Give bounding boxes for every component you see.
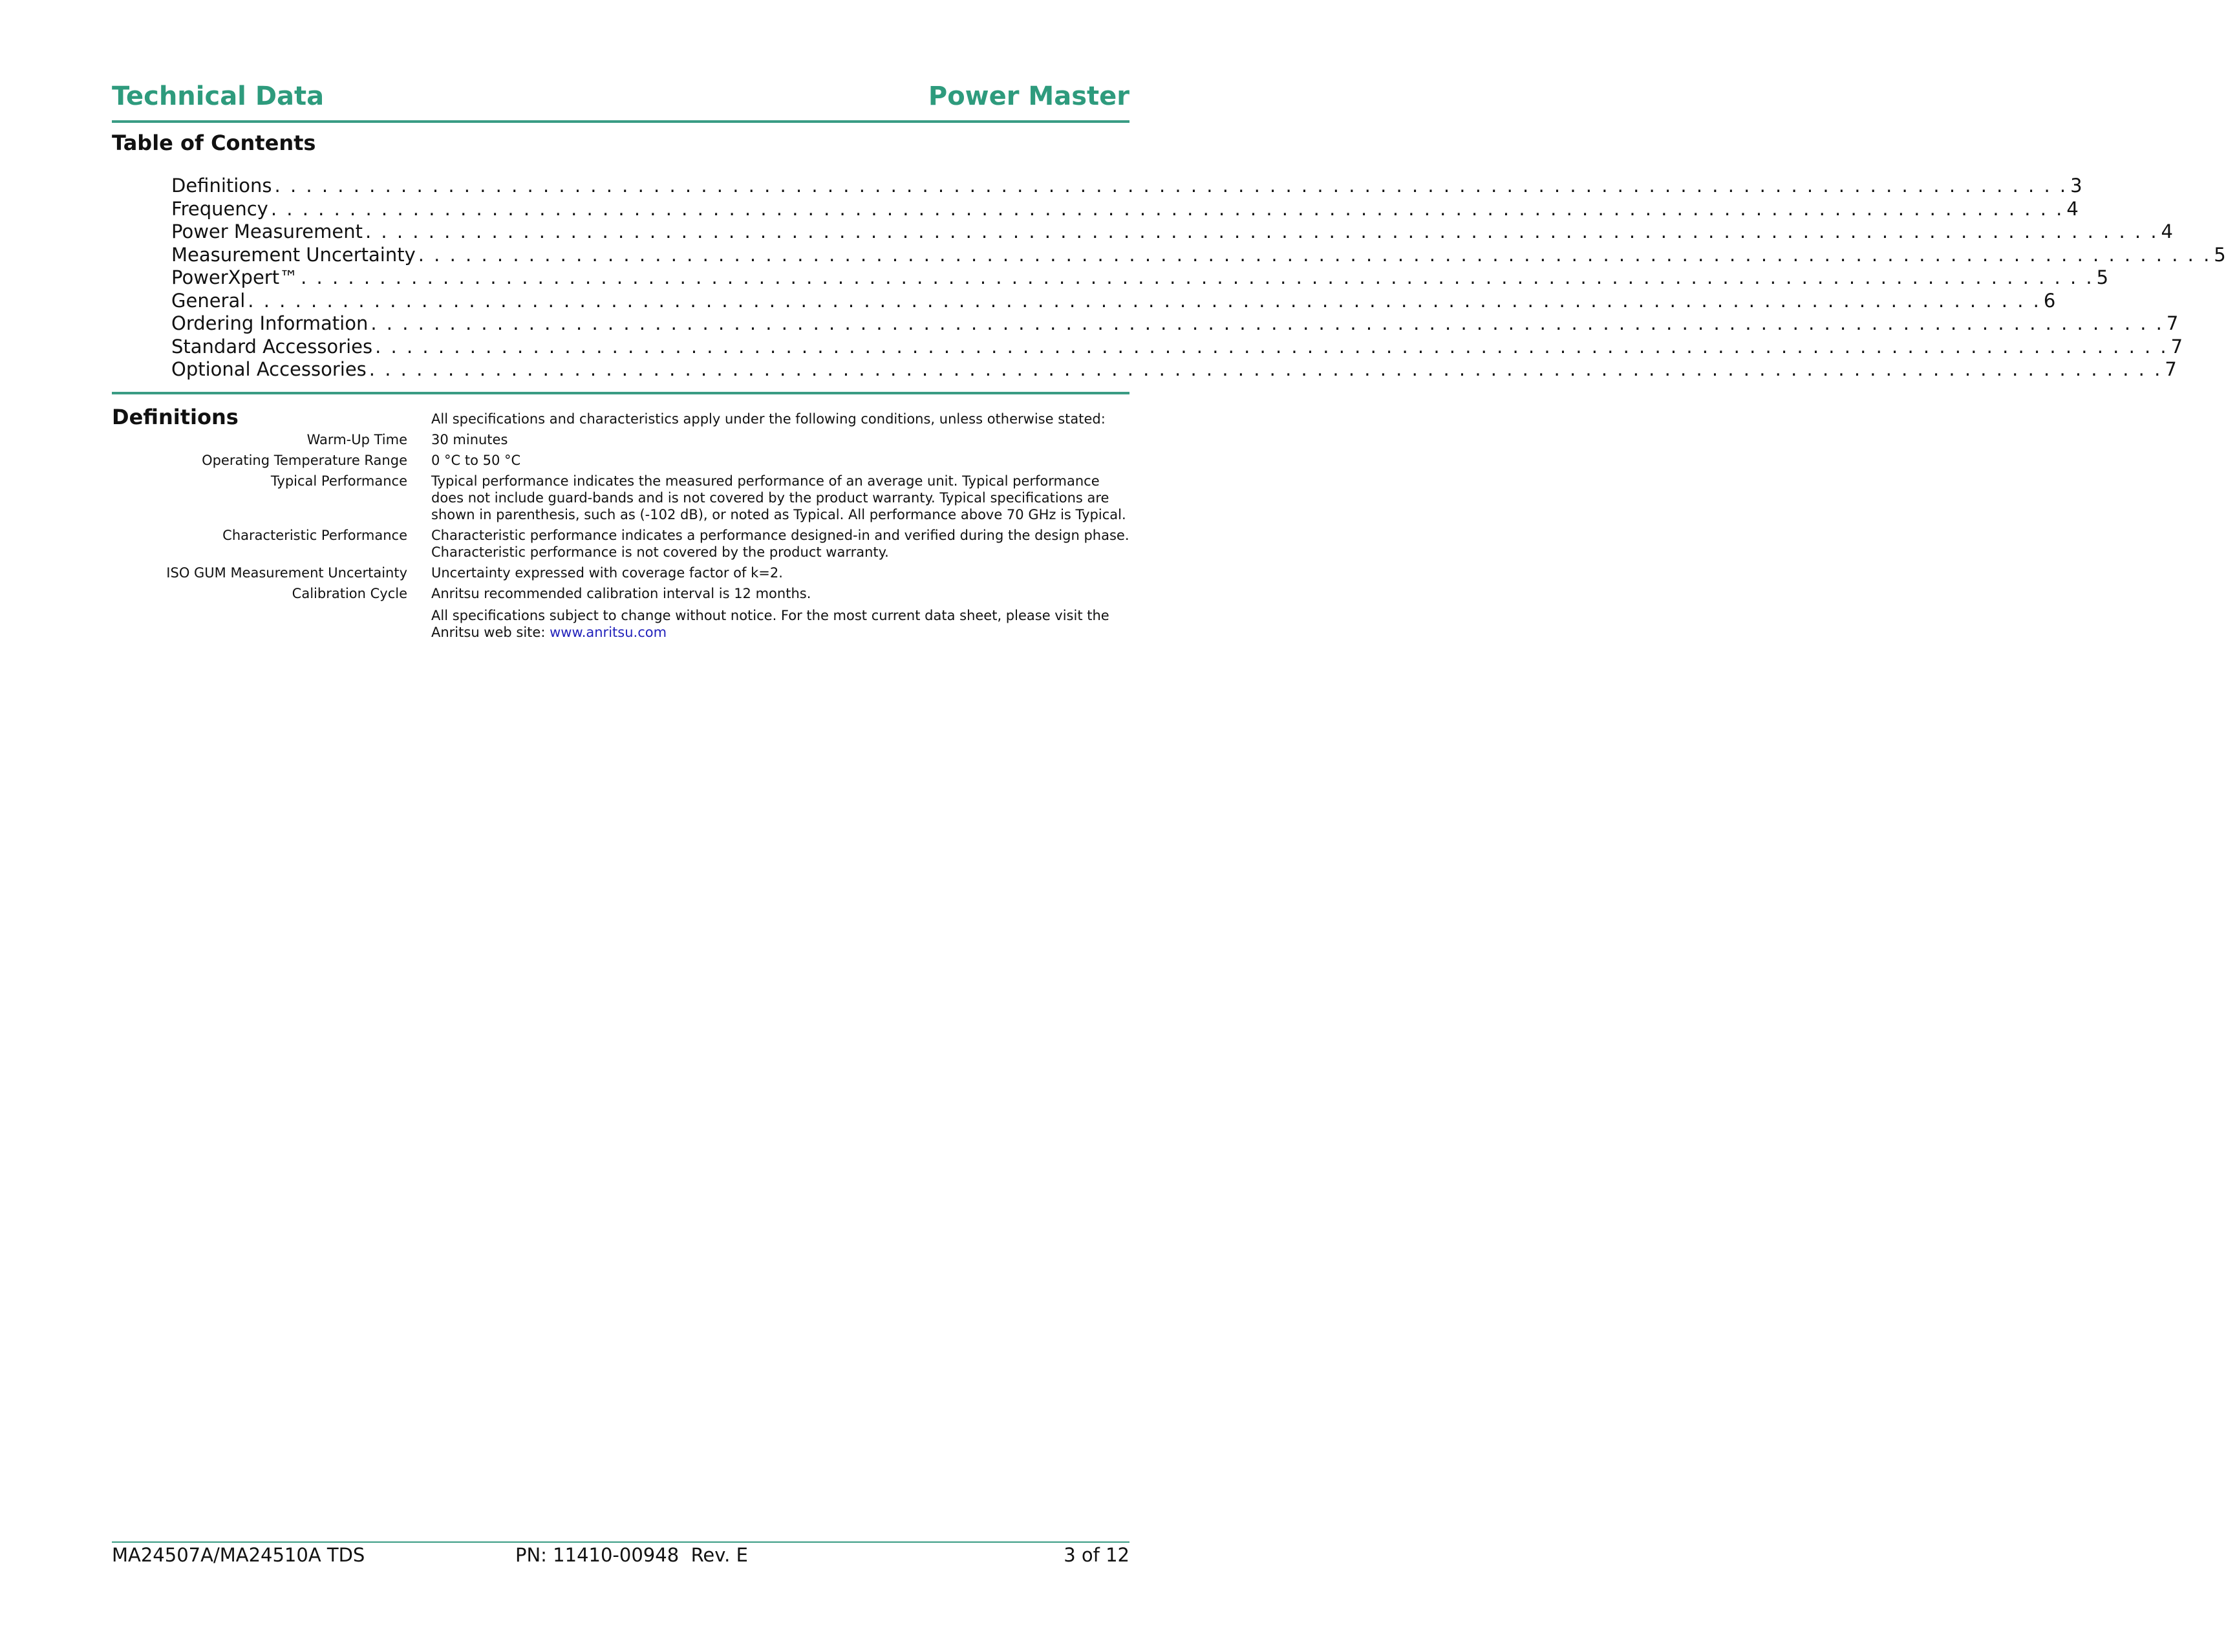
header-title-right: Power Master — [928, 81, 1129, 111]
definition-row — [112, 452, 1129, 469]
definition-term: Warm-Up Time — [306, 432, 407, 447]
toc-dot-leader: . . . . . . . . . . . . . . . . . . . . . . . . . . . . . . . . . . . . . . . . . . . . . . . . . . . . . . . . . . . . . . . . . . . . . . . . . . . . . . . . . . . . . . . . . . . . . . . . . . . . . . . . . . . . . . . . . . — [274, 175, 2068, 197]
definition-desc: Uncertainty expressed with coverage factor of k=2. — [431, 565, 783, 581]
toc-entry-page: 7 — [2166, 312, 2179, 334]
definition-term: ISO GUM Measurement Uncertainty — [166, 565, 407, 581]
definition-desc: Characteristic performance indicates a performance designed-in and verified during the design phase. Characteristic performance is not covered by the product warranty. — [431, 528, 1129, 560]
toc-dot-leader: . . . . . . . . . . . . . . . . . . . . . . . . . . . . . . . . . . . . . . . . . . . . . . . . . . . . . . . . . . . . . . . . . . . . . . . . . . . . . . . . . . . . . . . . . . . . . . . . . . . . . . . . . . . . . . . . . . — [301, 266, 2094, 288]
toc-entry-powerxpert[interactable] — [171, 266, 2109, 290]
toc-entry-label: Power Measurement — [171, 220, 363, 242]
toc-entry-ordering-information[interactable] — [171, 312, 2179, 336]
toc-dot-leader: . . . . . . . . . . . . . . . . . . . . . . . . . . . . . . . . . . . . . . . . . . . . . . . . . . . . . . . . . . . . . . . . . . . . . . . . . . . . . . . . . . . . . . . . . . . . . . . . . . . . . . . . . . . . . . . . . . — [369, 358, 2163, 380]
toc-title: Table of Contents — [112, 131, 316, 155]
toc-entry-power-measurement[interactable] — [171, 220, 2173, 244]
toc-entry-label: Measurement Uncertainty — [171, 243, 416, 266]
definition-desc: Typical performance indicates the measured performance of an average unit. Typical performance does not include guard-bands and is not covered by the product warranty. Typical specifications are shown in parenthesis, such as (-102 dB), or noted as Typical. All performance above 70 GHz is Typical. — [431, 473, 1126, 522]
toc-entry-label: Optional Accessories — [171, 358, 367, 380]
toc-entry-frequency[interactable] — [171, 197, 2079, 221]
toc-entry-page: 4 — [2066, 197, 2079, 220]
toc-entry-general[interactable] — [171, 289, 2056, 313]
toc-entry-page: 7 — [2165, 358, 2177, 380]
definitions-heading: Definitions — [112, 405, 239, 429]
definitions-table — [112, 431, 1129, 606]
section-divider — [112, 392, 1129, 394]
definition-desc: 0 °C to 50 °C — [431, 453, 521, 468]
toc-entry-label: Ordering Information — [171, 312, 369, 334]
definition-term: Calibration Cycle — [292, 586, 407, 601]
toc-entry-label: Frequency — [171, 197, 268, 220]
toc-dot-leader: . . . . . . . . . . . . . . . . . . . . . . . . . . . . . . . . . . . . . . . . . . . . . . . . . . . . . . . . . . . . . . . . . . . . . . . . . . . . . . . . . . . . . . . . . . . . . . . . . . . . . . . . . . . . . . . . . . — [270, 197, 2064, 220]
toc-entry-optional-accessories[interactable] — [171, 358, 2177, 381]
toc-entry-label: Definitions — [171, 175, 272, 197]
toc-entry-label: PowerXpert™ — [171, 266, 299, 288]
footer-part-number: PN: 11410-00948 Rev. E — [515, 1544, 748, 1566]
definitions-note-text: All specifications subject to change without notice. For the most current data sheet, please visit the Anritsu web site: — [431, 608, 1109, 640]
footer-page-number: 3 of 12 — [1064, 1544, 1129, 1566]
toc-entry-page: 3 — [2070, 175, 2082, 197]
definition-row — [112, 564, 1129, 581]
definition-term: Operating Temperature Range — [202, 453, 407, 468]
toc-entry-label: General — [171, 289, 246, 312]
toc-entry-page: 5 — [2214, 243, 2226, 266]
toc-entry-page: 5 — [2096, 266, 2109, 288]
definitions-intro: All specifications and characteristics apply under the following conditions, unless otherwise stated: — [431, 411, 1106, 427]
definition-desc: 30 minutes — [431, 432, 508, 447]
definition-term: Characteristic Performance — [222, 528, 407, 543]
toc-dot-leader: . . . . . . . . . . . . . . . . . . . . . . . . . . . . . . . . . . . . . . . . . . . . . . . . . . . . . . . . . . . . . . . . . . . . . . . . . . . . . . . . . . . . . . . . . . . . . . . . . . . . . . . . . . . . . . . . . . — [248, 289, 2041, 312]
definition-row — [112, 431, 1129, 448]
toc-entry-standard-accessories[interactable] — [171, 335, 2183, 359]
toc-dot-leader: . . . . . . . . . . . . . . . . . . . . . . . . . . . . . . . . . . . . . . . . . . . . . . . . . . . . . . . . . . . . . . . . . . . . . . . . . . . . . . . . . . . . . . . . . . . . . . . . . . . . . . . . . . . . . . . . . . — [418, 243, 2212, 266]
page-header — [112, 75, 1129, 123]
toc-dot-leader: . . . . . . . . . . . . . . . . . . . . . . . . . . . . . . . . . . . . . . . . . . . . . . . . . . . . . . . . . . . . . . . . . . . . . . . . . . . . . . . . . . . . . . . . . . . . . . . . . . . . . . . . . . . . . . . . . . — [365, 220, 2159, 242]
toc-entry-page: 6 — [2043, 289, 2056, 312]
toc-entry-definitions[interactable] — [171, 175, 2082, 198]
definitions-note — [431, 607, 1129, 641]
definition-row — [112, 527, 1129, 561]
anritsu-website-link[interactable]: www.anritsu.com — [550, 625, 667, 640]
definition-term: Typical Performance — [270, 473, 407, 489]
toc-entry-label: Standard Accessories — [171, 335, 373, 358]
footer-document-id: MA24507A/MA24510A TDS — [112, 1544, 365, 1566]
toc-dot-leader: . . . . . . . . . . . . . . . . . . . . . . . . . . . . . . . . . . . . . . . . . . . . . . . . . . . . . . . . . . . . . . . . . . . . . . . . . . . . . . . . . . . . . . . . . . . . . . . . . . . . . . . . . . . . . . . . . . — [370, 312, 2164, 334]
definition-row — [112, 585, 1129, 602]
toc-dot-leader: . . . . . . . . . . . . . . . . . . . . . . . . . . . . . . . . . . . . . . . . . . . . . . . . . . . . . . . . . . . . . . . . . . . . . . . . . . . . . . . . . . . . . . . . . . . . . . . . . . . . . . . . . . . . . . . . . . — [375, 335, 2168, 358]
toc-list — [171, 175, 2226, 381]
header-title-left: Technical Data — [112, 81, 325, 111]
toc-entry-page: 7 — [2170, 335, 2183, 358]
definition-row — [112, 473, 1129, 523]
definition-desc: Anritsu recommended calibration interval is 12 months. — [431, 586, 811, 601]
toc-entry-page: 4 — [2161, 220, 2173, 242]
toc-entry-measurement-uncertainty[interactable] — [171, 243, 2226, 267]
footer-rule — [112, 1541, 1129, 1543]
